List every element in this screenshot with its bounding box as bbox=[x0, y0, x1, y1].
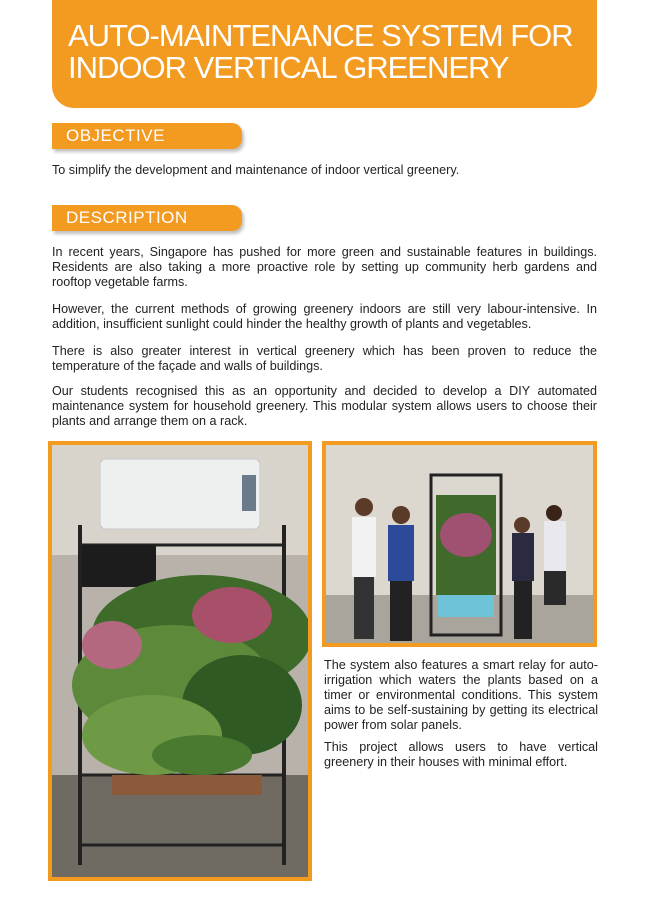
description-paragraph-1: In recent years, Singapore has pushed for more green and sustainable features in buildings. Residents are also taking a more proactive role by setting up community herb gardens and rooftop vegetable farms. bbox=[52, 245, 597, 289]
description-paragraph-4: Our students recognised this as an opportunity and decided to develop a DIY automated maintenance system for household greenery. This modular system allows users to choose their plants and arrange them on a rack. bbox=[52, 384, 597, 428]
students-photo bbox=[322, 441, 597, 647]
side-text-1: The system also features a smart relay for auto-irrigation which waters the plants based on a timer or environmental conditions. This system aims to be self-sustaining by getting its electrical power from solar panels. bbox=[324, 658, 598, 732]
plant-rack-photo bbox=[48, 441, 312, 881]
description-paragraph-2: However, the current methods of growing greenery indoors are still very labour-intensive. In addition, insufficient sunlight could hinder the healthy growth of plants and vegetables. bbox=[52, 302, 597, 331]
side-text-2: This project allows users to have vertical greenery in their houses with minimal effort. bbox=[324, 740, 598, 769]
objective-text: To simplify the development and maintenance of indoor vertical greenery. bbox=[52, 163, 460, 177]
plant-rack-image bbox=[52, 445, 308, 877]
objective-heading: OBJECTIVE bbox=[52, 123, 242, 149]
description-heading: DESCRIPTION bbox=[52, 205, 242, 231]
students-image bbox=[326, 445, 593, 643]
page-title: AUTO-MAINTENANCE SYSTEM FOR INDOOR VERTICAL GREENERY bbox=[68, 18, 573, 85]
title-banner bbox=[52, 0, 597, 108]
description-paragraph-3: There is also greater interest in vertical greenery which has been proven to reduce the temperature of the façade and walls of buildings. bbox=[52, 344, 597, 373]
